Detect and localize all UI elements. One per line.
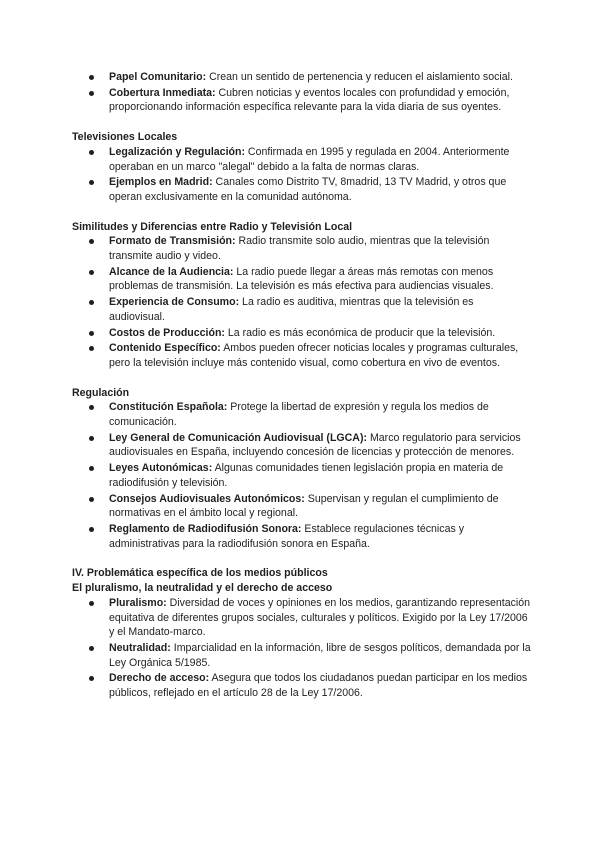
list-item: Constitución Española: Protege la libertad de expresión y regula los medios de comunicación.: [72, 400, 532, 429]
section-similitudes: [72, 220, 532, 371]
list-item: Costos de Producción: La radio es más económica de producir que la televisión.: [72, 326, 532, 341]
bullet-icon: [89, 405, 94, 410]
list-item: Pluralismo: Diversidad de voces y opiniones en los medios, garantizando representación equitativa de diferentes grupos sociales, culturales y políticos. Exigido por la Ley 17/2006 y el Mandato-marco.: [72, 596, 532, 640]
section-radio-continuation: [72, 70, 532, 115]
bullet-icon: [89, 601, 94, 606]
list-item: Contenido Específico: Ambos pueden ofrecer noticias locales y programas culturales, pero la televisión incluye más contenido visual, como cobertura en vivo de eventos.: [72, 341, 532, 370]
list-item: Consejos Audiovisuales Autonómicos: Supervisan y regulan el cumplimiento de normativas en el ámbito local y regional.: [72, 492, 532, 521]
bullet-icon: [89, 497, 94, 502]
bullet-icon: [89, 270, 94, 275]
section-subheading: El pluralismo, la neutralidad y el derecho de acceso: [72, 582, 333, 595]
bullet-list: [72, 596, 532, 701]
section-medios-publicos: [72, 566, 532, 700]
bullet-icon: [89, 300, 94, 305]
section-televisiones-locales: [72, 130, 532, 205]
bullet-icon: [89, 346, 94, 351]
bullet-icon: [89, 91, 94, 96]
list-item: Formato de Transmisión: Radio transmite solo audio, mientras que la televisión transmite audio y video.: [72, 234, 532, 263]
section-heading: Regulación: [72, 386, 130, 399]
section-heading: IV. Problemática específica de los medios públicos: [72, 567, 328, 580]
list-item: Ejemplos en Madrid: Canales como Distrito TV, 8madrid, 13 TV Madrid, y otros que operan exclusivamente en la comunidad autónoma.: [72, 175, 532, 204]
list-item: Neutralidad: Imparcialidad en la información, libre de sesgos políticos, demandada por la Ley Orgánica 5/1985.: [72, 641, 532, 670]
bullet-icon: [89, 527, 94, 532]
list-item: Leyes Autonómicas: Algunas comunidades tienen legislación propia en materia de radiodifusión y televisión.: [72, 461, 532, 490]
bullet-icon: [89, 150, 94, 155]
bullet-icon: [89, 331, 94, 336]
bullet-list: [72, 400, 532, 551]
bullet-icon: [89, 676, 94, 681]
section-heading: Televisiones Locales: [72, 131, 178, 144]
bullet-list: [72, 234, 532, 370]
bullet-icon: [89, 466, 94, 471]
list-item: Derecho de acceso: Asegura que todos los ciudadanos puedan participar en los medios públicos, reflejado en el artículo 28 de la Ley 17/2006.: [72, 671, 532, 700]
list-item: Cobertura Inmediata: Cubren noticias y eventos locales con profundidad y emoción, proporcionando información específica relevante para la vida diaria de sus oyentes.: [72, 86, 532, 115]
document-content: [72, 70, 532, 716]
bullet-list: [72, 145, 532, 205]
section-regulacion: [72, 386, 532, 552]
list-item: Alcance de la Audiencia: La radio puede llegar a áreas más remotas con menos problemas de transmisión. La televisión es más efectiva para audiencias visuales.: [72, 265, 532, 294]
bullet-list: [72, 70, 532, 115]
list-item: Reglamento de Radiodifusión Sonora: Establece regulaciones técnicas y administrativas para la radiodifusión sonora en España.: [72, 522, 532, 551]
list-item: Legalización y Regulación: Confirmada en 1995 y regulada en 2004. Anteriormente operaban en un marco "alegal" debido a la falta de normas claras.: [72, 145, 532, 174]
bullet-icon: [89, 180, 94, 185]
bullet-icon: [89, 239, 94, 244]
bullet-icon: [89, 75, 94, 80]
bullet-icon: [89, 646, 94, 651]
bullet-icon: [89, 436, 94, 441]
section-heading: Similitudes y Diferencias entre Radio y Televisión Local: [72, 220, 353, 233]
list-item: Experiencia de Consumo: La radio es auditiva, mientras que la televisión es audiovisual.: [72, 295, 532, 324]
list-item: Ley General de Comunicación Audiovisual (LGCA): Marco regulatorio para servicios audiovisuales en España, incluyendo concesión de licencias y protección de menores.: [72, 431, 532, 460]
list-item: Papel Comunitario: Crean un sentido de pertenencia y reducen el aislamiento social.: [72, 70, 532, 85]
